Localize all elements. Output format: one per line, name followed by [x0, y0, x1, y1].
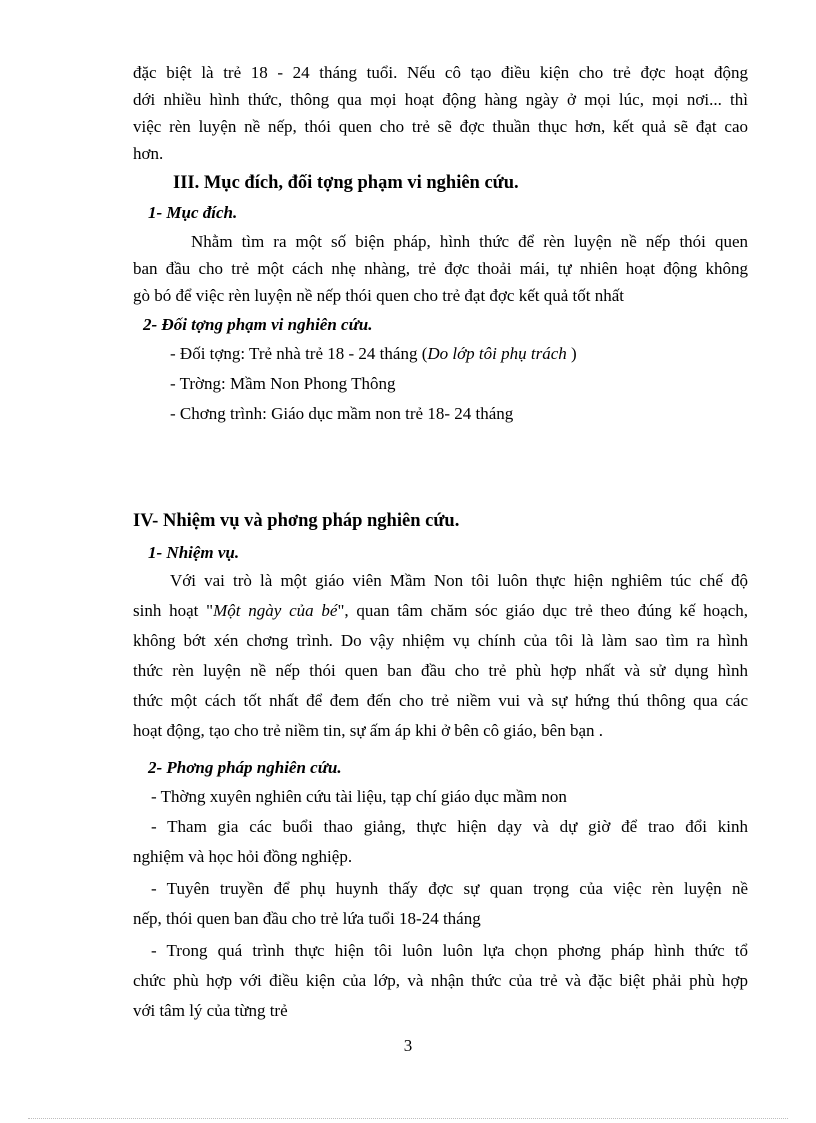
paragraph-line: Nhằm tìm ra một số biện pháp, hình thức để rèn luyện nề nếp thói quen [191, 232, 748, 251]
paragraph-line: thức một cách tốt nhất để đem đến cho trẻ niềm vui và sự hứng thú thông qua các [133, 691, 748, 710]
subsection-heading: 1- Nhiệm vụ. [148, 543, 240, 562]
list-item-cont: với tâm lý của từng trẻ [133, 1001, 288, 1020]
list-item-cont: chức phù hợp với điều kiện của lớp, và nhận thức của trẻ và đặc biệt phải phù hợp [133, 971, 748, 990]
list-item-cont: nếp, thói quen ban đầu cho trẻ lứa tuổi 18-24 tháng [133, 909, 481, 928]
list-item: - Trờng: Mầm Non Phong Thông [170, 374, 396, 393]
list-item: - Trong quá trình thực hiện tôi luôn luôn lựa chọn phơng pháp hình thức tổ [151, 941, 748, 960]
paragraph-line [133, 598, 748, 624]
page-number: 3 [403, 1036, 413, 1055]
list-item: - Thờng xuyên nghiên cứu tài liệu, tạp chí giáo dục mầm non [151, 787, 567, 806]
subsection-heading: 2- Đối tợng phạm vi nghiên cứu. [143, 315, 373, 334]
list-item-text: - Đối tợng: Trẻ nhà trẻ 18 - 24 tháng ( [170, 344, 428, 363]
subsection-heading: 1- Mục đích. [148, 203, 238, 222]
section-heading: IV- Nhiệm vụ và phơng pháp nghiên cứu. [133, 511, 460, 531]
list-item: - Chơng trình: Giáo dục mầm non trẻ 18- 24 tháng [170, 404, 514, 423]
text-run: sinh hoạt " [133, 601, 214, 620]
page-border-dotted [28, 1118, 788, 1119]
list-item [170, 341, 785, 367]
subsection-heading: 2- Phơng pháp nghiên cứu. [148, 758, 342, 777]
paragraph-line: dới nhiều hình thức, thông qua mọi hoạt động hàng ngày ở mọi lúc, mọi nơi... thì [133, 90, 748, 109]
paragraph-line: không bớt xén chơng trình. Do vậy nhiệm vụ chính của tôi là làm sao tìm ra hình [133, 631, 748, 650]
list-item-cont: nghiệm và học hỏi đồng nghiệp. [133, 847, 353, 866]
paragraph-line: việc rèn luyện nề nếp, thói quen cho trẻ sẽ đợc thuần thục hơn, kết quả sẽ đạt cao [133, 117, 748, 136]
paragraph-line: hoạt động, tạo cho trẻ niềm tin, sự ấm áp khi ở bên cô giáo, bên bạn . [133, 721, 604, 740]
text-run: ", quan tâm chăm sóc giáo dục trẻ theo đúng kế hoạch, [337, 601, 749, 620]
list-item-text: ) [566, 344, 577, 363]
paragraph-line: gò bó để việc rèn luyện nề nếp thói quen cho trẻ đạt đợc kết quả tốt nhất [133, 286, 624, 305]
paragraph-line: ban đầu cho trẻ một cách nhẹ nhàng, trẻ đợc thoải mái, tự nhiên hoạt động không [133, 259, 748, 278]
paragraph-line: Với vai trò là một giáo viên Mầm Non tôi luôn thực hiện nghiêm túc chế độ [170, 571, 748, 590]
section-heading: III. Mục đích, đối tợng phạm vi nghiên cứu. [173, 173, 519, 193]
paragraph-line: hơn. [133, 144, 164, 163]
list-item-italic: Do lớp tôi phụ trách [427, 344, 567, 363]
list-item: - Tuyên truyền để phụ huynh thấy đợc sự quan trọng của việc rèn luyện nề [151, 879, 748, 898]
paragraph-line: đặc biệt là trẻ 18 - 24 tháng tuổi. Nếu cô tạo điều kiện cho trẻ đợc hoạt động [133, 63, 748, 82]
list-item: - Tham gia các buổi thao giảng, thực hiện dạy và dự giờ để trao đổi kinh [151, 817, 748, 836]
paragraph-line: thức rèn luyện nề nếp thói quen ban đầu cho trẻ phù hợp nhất và sử dụng hình [133, 661, 748, 680]
text-run-italic: Một ngày của bé [213, 601, 338, 620]
